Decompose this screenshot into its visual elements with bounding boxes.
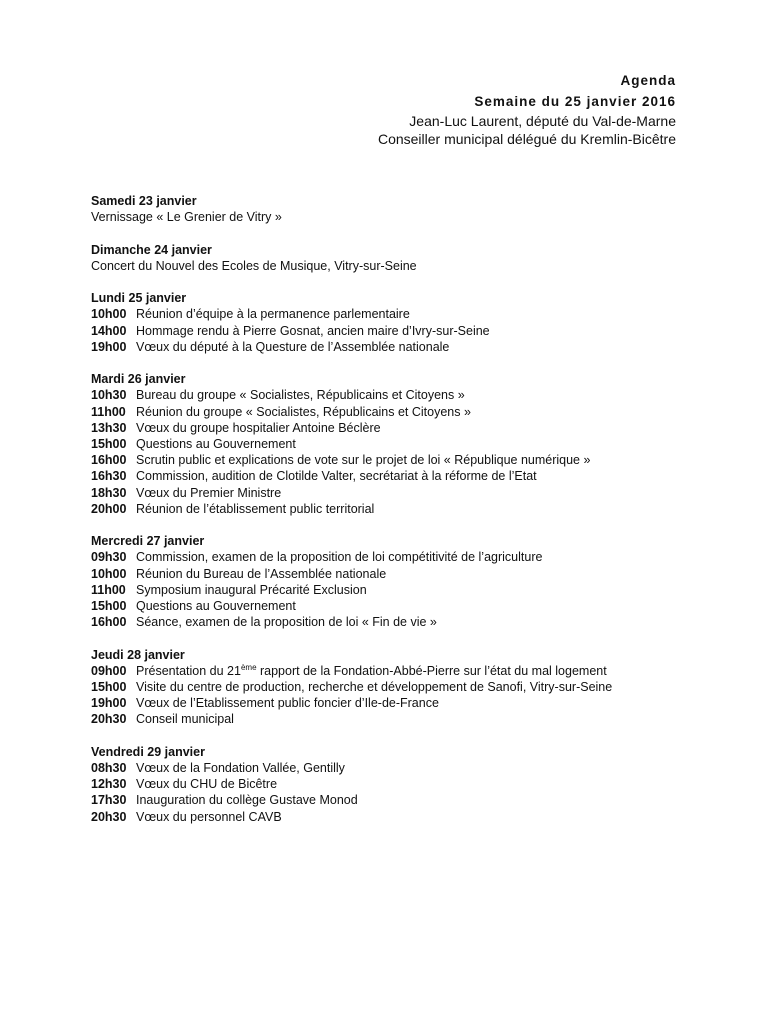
agenda-entry bbox=[91, 679, 691, 695]
entry-text: Réunion du groupe « Socialistes, Républicains et Citoyens » bbox=[136, 404, 471, 419]
entry-text: Commission, examen de la proposition de loi compétitivité de l’agriculture bbox=[136, 550, 543, 565]
day-title: Dimanche 24 janvier bbox=[91, 242, 212, 257]
agenda-entry bbox=[91, 760, 691, 776]
entry-text: Concert du Nouvel des Ecoles de Musique, Vitry-sur-Seine bbox=[91, 258, 417, 273]
entry-text: Commission, audition de Clotilde Valter, secrétariat à la réforme de l’Etat bbox=[136, 469, 537, 484]
agenda-entry bbox=[91, 792, 691, 808]
agenda-entry bbox=[91, 306, 691, 322]
entry-time: 10h00 bbox=[91, 566, 127, 581]
day-title: Jeudi 28 janvier bbox=[91, 647, 185, 662]
agenda-entry bbox=[91, 695, 691, 711]
agenda-entry bbox=[91, 809, 691, 825]
entry-text: Vœux du groupe hospitalier Antoine Béclère bbox=[136, 420, 381, 435]
entry-text: Questions au Gouvernement bbox=[136, 437, 296, 451]
agenda-entry bbox=[91, 582, 691, 598]
entry-text-part: rapport de la Fondation-Abbé-Pierre sur l’état du mal logement bbox=[256, 663, 607, 678]
agenda-entry bbox=[91, 323, 691, 339]
entry-text: Réunion d’équipe à la permanence parlementaire bbox=[136, 307, 410, 322]
agenda-entry bbox=[91, 339, 691, 355]
entry-text-part: Présentation du 21 bbox=[136, 663, 241, 678]
agenda-day bbox=[91, 533, 691, 630]
entry-time: 09h00 bbox=[91, 663, 127, 678]
day-title: Samedi 23 janvier bbox=[91, 194, 197, 208]
agenda-entry bbox=[91, 614, 691, 630]
document-title: Agenda bbox=[620, 73, 676, 88]
entry-text: Hommage rendu à Pierre Gosnat, ancien maire d’Ivry-sur-Seine bbox=[136, 323, 490, 338]
entry-text bbox=[136, 663, 607, 679]
agenda-entry bbox=[91, 404, 691, 420]
entry-time: 20h00 bbox=[91, 501, 127, 516]
entry-time: 18h30 bbox=[91, 485, 127, 500]
agenda-day bbox=[91, 290, 691, 355]
entry-time: 08h30 bbox=[91, 761, 127, 776]
entry-time: 16h30 bbox=[91, 469, 127, 484]
agenda-day bbox=[91, 744, 691, 825]
entry-text: Vœux de l’Etablissement public foncier d’Ile-de-France bbox=[136, 696, 439, 711]
entry-text: Réunion du Bureau de l’Assemblée nationale bbox=[136, 566, 387, 581]
entry-time: 16h00 bbox=[91, 453, 127, 468]
agenda-entry bbox=[91, 258, 691, 274]
entry-time: 20h30 bbox=[91, 809, 127, 824]
agenda-entry bbox=[91, 436, 691, 452]
agenda-day bbox=[91, 647, 691, 728]
agenda-entry bbox=[91, 209, 691, 225]
entry-text: Bureau du groupe « Socialistes, Républicains et Citoyens » bbox=[136, 388, 465, 403]
entry-time: 15h00 bbox=[91, 680, 127, 695]
agenda-day bbox=[91, 371, 691, 517]
entry-time: 10h00 bbox=[91, 307, 127, 322]
entry-time: 17h30 bbox=[91, 793, 127, 808]
entry-time: 11h00 bbox=[91, 404, 126, 419]
entry-text: Conseil municipal bbox=[136, 712, 234, 727]
entry-time: 12h30 bbox=[91, 777, 127, 792]
entry-time: 11h00 bbox=[91, 582, 126, 597]
agenda-entry bbox=[91, 387, 691, 403]
author-line: Jean-Luc Laurent, député du Val-de-Marne bbox=[409, 113, 676, 129]
day-title: Lundi 25 janvier bbox=[91, 291, 187, 306]
entry-text: Vœux du personnel CAVB bbox=[136, 809, 282, 824]
entry-time: 16h00 bbox=[91, 615, 127, 630]
entry-text: Réunion de l’établissement public territorial bbox=[136, 501, 375, 516]
entry-text: Questions au Gouvernement bbox=[136, 599, 296, 614]
day-title: Vendredi 29 janvier bbox=[91, 744, 205, 759]
entry-time: 19h00 bbox=[91, 339, 127, 354]
ordinal-superscript: ème bbox=[240, 662, 257, 672]
entry-text: Vœux de la Fondation Vallée, Gentilly bbox=[136, 761, 345, 776]
day-title: Mercredi 27 janvier bbox=[91, 534, 205, 549]
agenda-entry bbox=[91, 468, 691, 484]
agenda-entry bbox=[91, 452, 691, 468]
week-subtitle: Semaine du 25 janvier 2016 bbox=[474, 94, 676, 109]
entry-time: 20h30 bbox=[91, 712, 127, 727]
entry-time: 14h00 bbox=[91, 323, 127, 338]
agenda-list bbox=[91, 193, 691, 841]
agenda-entry bbox=[91, 420, 691, 436]
agenda-day bbox=[91, 193, 691, 225]
document-header bbox=[378, 70, 676, 148]
entry-text: Vœux du Premier Ministre bbox=[136, 485, 282, 500]
entry-text: Séance, examen de la proposition de loi « Fin de vie » bbox=[136, 615, 437, 630]
agenda-entry bbox=[91, 566, 691, 582]
entry-text: Inauguration du collège Gustave Monod bbox=[136, 793, 358, 808]
entry-time: 13h30 bbox=[91, 420, 127, 435]
entry-text: Visite du centre de production, recherche et développement de Sanofi, Vitry-sur-Seine bbox=[136, 680, 613, 695]
entry-text: Vernissage « Le Grenier de Vitry » bbox=[91, 210, 282, 225]
entry-text: Vœux du député à la Questure de l’Assemblée nationale bbox=[136, 339, 450, 354]
entry-time: 09h30 bbox=[91, 550, 127, 565]
agenda-entry bbox=[91, 776, 691, 792]
entry-text: Symposium inaugural Précarité Exclusion bbox=[136, 582, 367, 597]
entry-text: Vœux du CHU de Bicêtre bbox=[136, 777, 278, 792]
agenda-entry bbox=[91, 711, 691, 727]
entry-text: Scrutin public et explications de vote sur le projet de loi « République numérique » bbox=[136, 453, 591, 468]
agenda-entry bbox=[91, 549, 691, 565]
agenda-entry bbox=[91, 663, 691, 679]
author-role-line: Conseiller municipal délégué du Kremlin-Bicêtre bbox=[377, 131, 676, 147]
entry-time: 15h00 bbox=[91, 599, 127, 614]
agenda-day bbox=[91, 242, 691, 274]
entry-time: 15h00 bbox=[91, 437, 127, 451]
agenda-entry bbox=[91, 501, 691, 517]
entry-time: 10h30 bbox=[91, 388, 127, 403]
entry-time: 19h00 bbox=[91, 696, 127, 711]
agenda-entry bbox=[91, 485, 691, 501]
agenda-entry bbox=[91, 598, 691, 614]
day-title: Mardi 26 janvier bbox=[91, 372, 186, 387]
